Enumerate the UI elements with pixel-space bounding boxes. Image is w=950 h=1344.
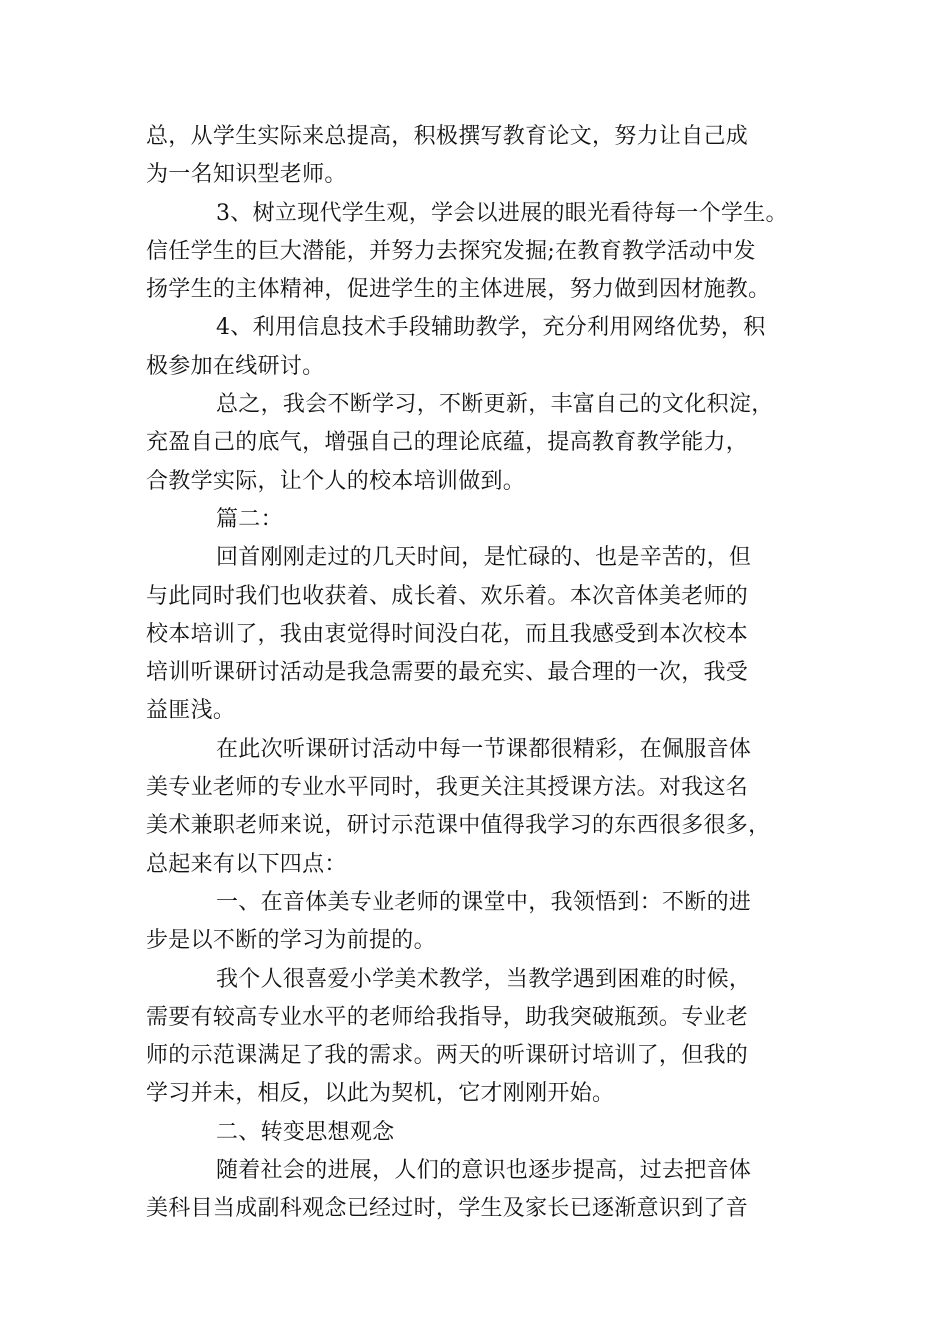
text-line: 与此同时我们也收获着、成长着、欢乐着。本次音体美老师的 (146, 583, 749, 609)
text-line: 篇二： (216, 506, 283, 532)
text-line: 益匪浅。 (146, 698, 236, 724)
text-line: 培训听课研讨活动是我急需要的最充实、最合理的一次，我受 (146, 660, 749, 686)
text-line: 信任学生的巨大潜能，并努力去探究发掘;在教育教学活动中发 (146, 238, 756, 264)
text-line: 合教学实际，让个人的校本培训做到。 (146, 468, 526, 494)
text-line: 步是以不断的学习为前提的。 (146, 928, 436, 954)
text-line: 在此次听课研讨活动中每一节课都很精彩，在佩服音体 (216, 736, 752, 762)
text-line: 总，从学生实际来总提高，积极撰写教育论文，努力让自己成 (146, 124, 749, 149)
text-line: 为一名知识型老师。 (146, 162, 347, 188)
text-line: 学习并未，相反，以此为契机，它才刚刚开始。 (146, 1081, 615, 1107)
text-line: 4、利用信息技术手段辅助教学，充分利用网络优势，积 (216, 315, 766, 341)
document-body (146, 118, 826, 1229)
text-line: 极参加在线研讨。 (146, 353, 325, 379)
text-line: 随着社会的进展，人们的意识也逐步提高，过去把音体 (216, 1158, 752, 1184)
text-line: 需要有较高专业水平的老师给我指导，助我突破瓶颈。专业老 (146, 1004, 749, 1030)
text-line: 回首刚刚走过的几天时间，是忙碌的、也是辛苦的，但 (216, 545, 752, 571)
text-line: 二、转变思想观念 (216, 1119, 395, 1145)
text-line: 充盈自己的底气，增强自己的理论底蕴，提高教育教学能力， (146, 430, 749, 456)
text-line: 总之，我会不断学习，不断更新，丰富自己的文化积淀， (216, 392, 774, 418)
text-line: 总起来有以下四点： (146, 851, 347, 877)
text-line: 一、在音体美专业老师的课堂中，我领悟到：不断的进 (216, 889, 752, 915)
text-line: 师的示范课满足了我的需求。两天的听课研讨培训了，但我的 (146, 1043, 749, 1069)
text-line: 3、树立现代学生观，学会以进展的眼光看待每一个学生。 (216, 200, 788, 226)
text-line: 美科目当成副科观念已经过时，学生及家长已逐渐意识到了音 (146, 1196, 749, 1222)
text-line: 美专业老师的专业水平同时，我更关注其授课方法。对我这名 (146, 775, 749, 801)
text-line: 扬学生的主体精神，促进学生的主体进展，努力做到因材施教。 (146, 277, 771, 303)
text-line: 我个人很喜爱小学美术教学，当教学遇到困难的时候， (216, 966, 752, 992)
text-line: 美术兼职老师来说，研讨示范课中值得我学习的东西很多很多， (146, 813, 771, 839)
text-line: 校本培训了，我由衷觉得时间没白花，而且我感受到本次校本 (146, 621, 749, 647)
